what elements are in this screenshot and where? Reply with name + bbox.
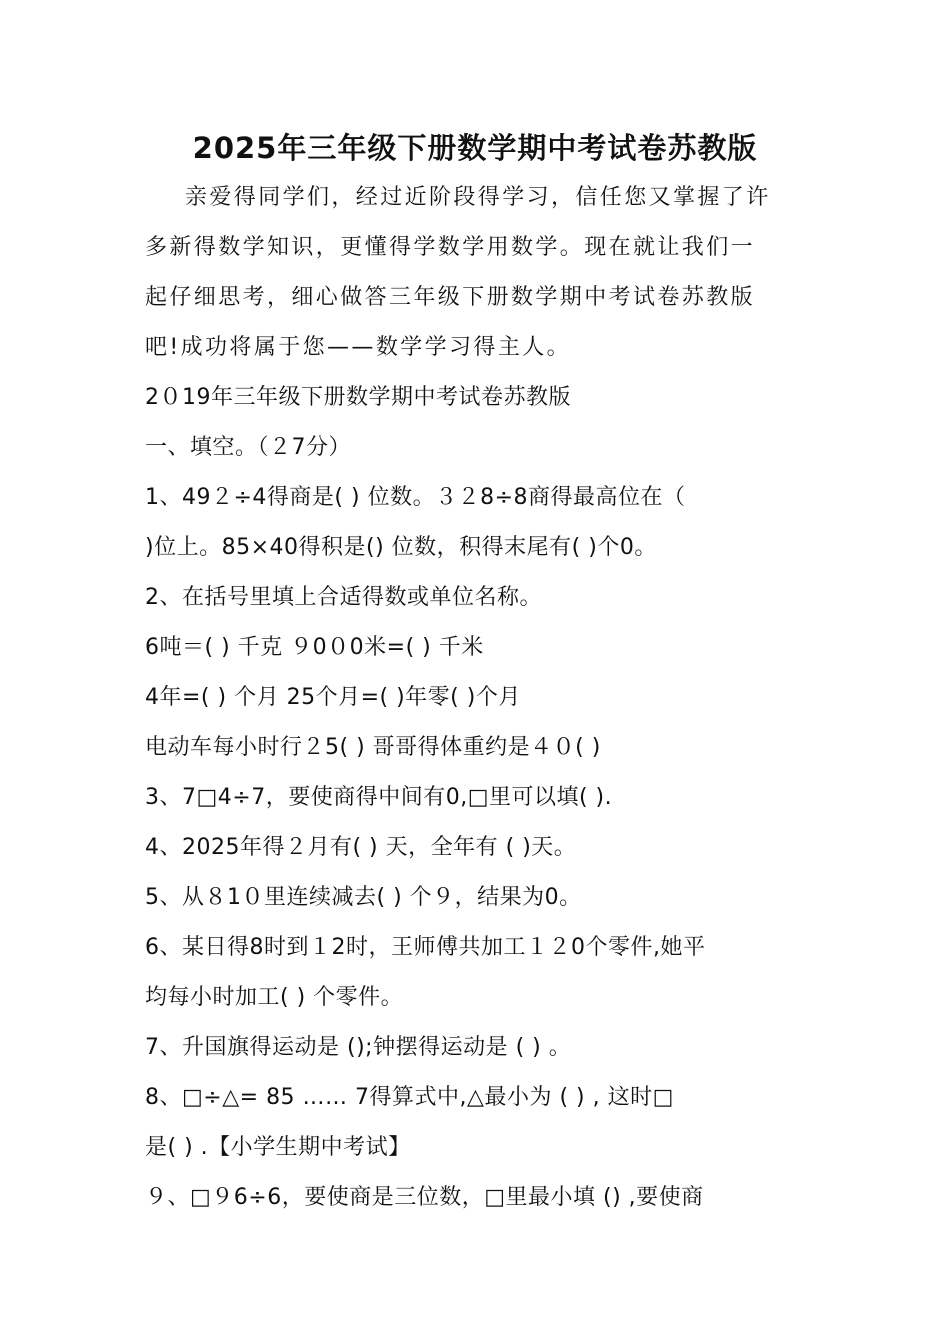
section-heading: 一、填空。（２7分） [145,435,351,460]
subtitle: 2０19年三年级下册数学期中考试卷苏教版 [145,385,571,410]
question-line: 电动车每小时行２5( ) 哥哥得体重约是４０( ) [145,735,601,760]
question-line: 2、在括号里填上合适得数或单位名称。 [145,585,542,610]
intro-line-2: 多新得数学知识，更懂得学数学用数学。现在就让我们一 [145,235,756,260]
question-line: 6吨＝( ) 千克 ９0０0米=( ) 千米 [145,635,484,660]
document-title: 2025年三年级下册数学期中考试卷苏教版 [192,131,758,165]
question-line: 6、某日得8时到１2时，王师傅共加工１２0个零件,她平 [145,935,706,960]
intro-line-3: 起仔细思考，细心做答三年级下册数学期中考试卷苏教版 [145,285,756,310]
question-line: 3、7□4÷7，要使商得中间有0,□里可以填( ). [145,785,613,810]
question-line: 4、2025年得２月有( ) 天，全年有 ( )天。 [145,835,577,860]
question-line: 5、从８1０里连续减去( ) 个９，结果为0。 [145,885,582,910]
question-line: 是( ) .【小学生期中考试】 [145,1135,411,1160]
question-line: )位上。85×40得积是() 位数，积得末尾有( )个0。 [145,535,657,560]
question-line: 4年=( ) 个月 25个月=( )年零( )个月 [145,685,521,710]
question-line: ９、□９6÷6，要使商是三位数，□里最小填 () ,要使商 [145,1185,704,1210]
question-line: 7、升国旗得运动是 ();钟摆得运动是 ( ) 。 [145,1035,572,1060]
intro-line-1: 亲爱得同学们，经过近阶段得学习，信任您又掌握了许 [185,185,771,210]
intro-line-4: 吧!成功将属于您——数学学习得主人。 [145,335,572,360]
question-line: 8、□÷△= 85 …… 7得算式中,△最小为 ( ) , 这时□ [145,1085,674,1110]
question-line: 1、49２÷4得商是( ) 位数。３２8÷8商得最高位在（ [145,485,686,510]
question-line: 均每小时加工( ) 个零件。 [145,985,404,1010]
